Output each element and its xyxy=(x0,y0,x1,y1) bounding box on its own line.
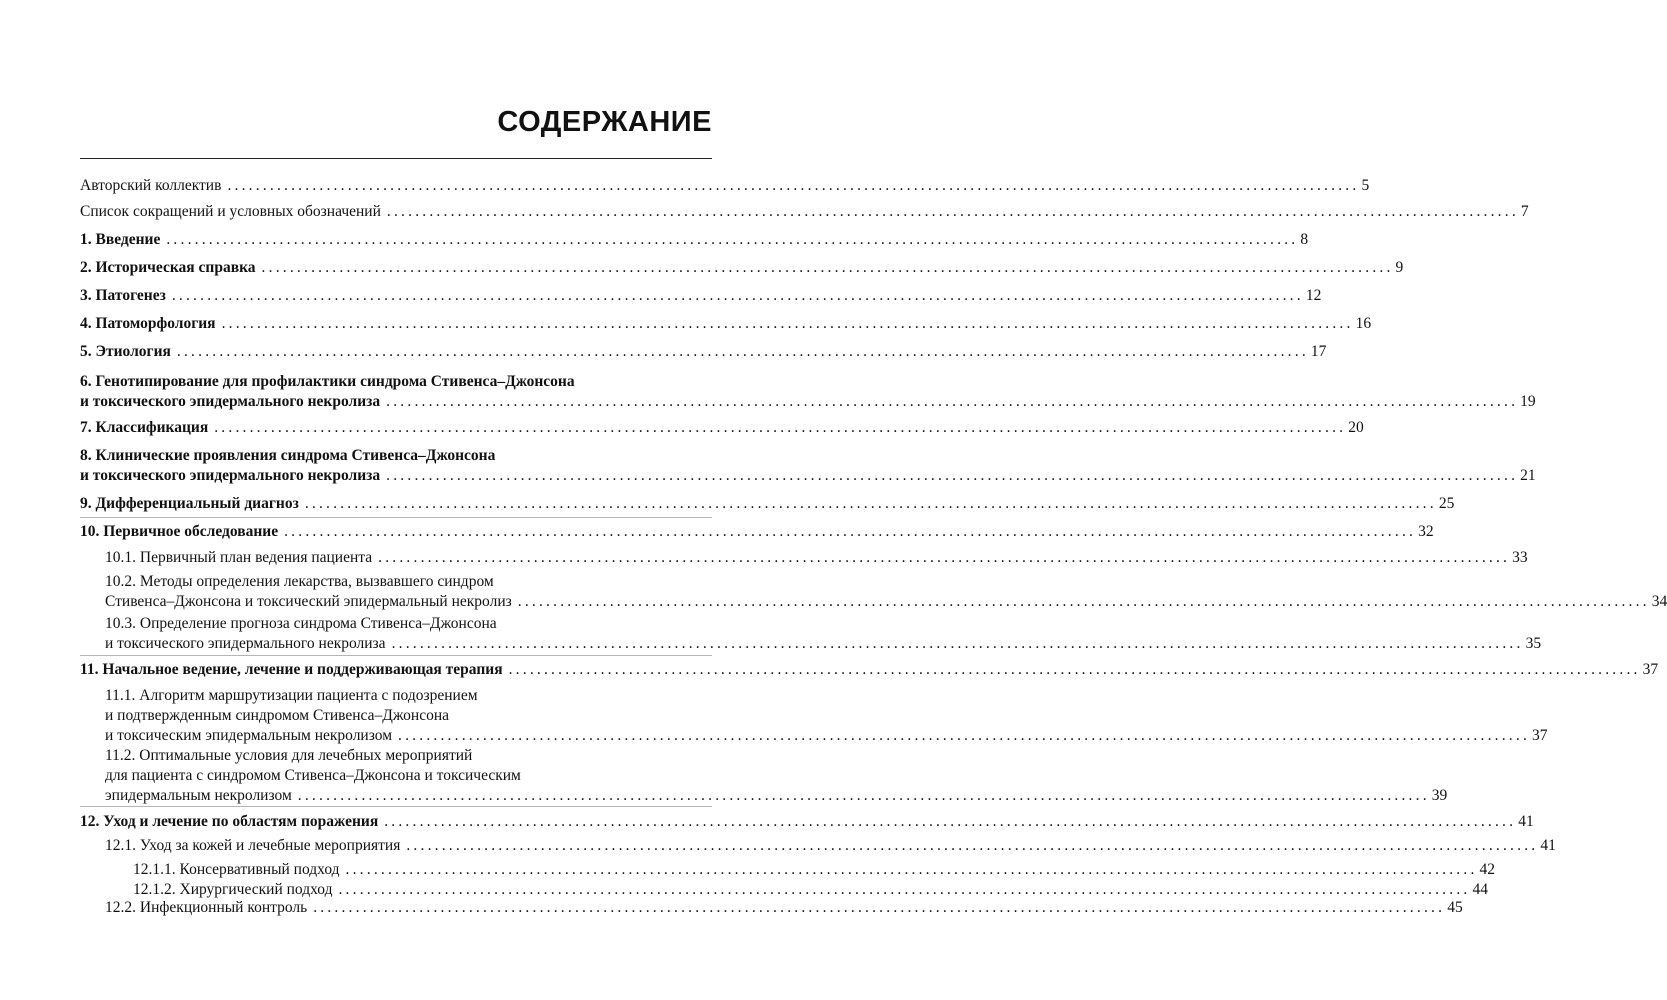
toc-entry-text-line: 10.2. Методы определения лекарства, вызвавшего синдром xyxy=(105,573,494,590)
toc-entry-title: 12.1. Уход за кожей и лечебные мероприятия xyxy=(105,837,401,854)
dot-leader: ................................................................................................................................................................ xyxy=(378,549,1511,566)
toc-entry[interactable] xyxy=(80,836,1556,856)
toc-page-number: 41 xyxy=(1518,813,1534,830)
toc-entry-title: и токсического эпидермального некролиза xyxy=(80,393,381,410)
toc-entry-row xyxy=(133,860,1496,880)
toc-entry[interactable] xyxy=(80,314,1372,334)
toc-entry-row xyxy=(80,660,1659,680)
toc-entry-title: и токсическим эпидермальным некролизом xyxy=(105,727,393,744)
toc-entry-title: 3. Патогенез xyxy=(80,287,166,304)
toc-entry-title: Список сокращений и условных обозначений xyxy=(80,203,381,220)
toc-entry[interactable] xyxy=(80,614,1542,654)
toc-entry-row xyxy=(105,548,1528,568)
toc-entry[interactable] xyxy=(80,548,1528,568)
dot-leader: ................................................................................................................................................................ xyxy=(386,467,1519,484)
toc-entry[interactable] xyxy=(80,446,1536,486)
toc-page-number: 21 xyxy=(1520,467,1536,484)
toc-entry[interactable] xyxy=(80,202,1529,222)
toc-page-number: 20 xyxy=(1348,419,1364,436)
toc-entry-row xyxy=(80,230,1309,250)
dot-leader: ................................................................................................................................................................ xyxy=(214,419,1347,436)
dot-leader: ................................................................................................................................................................ xyxy=(313,899,1446,916)
toc-entry-row xyxy=(80,812,1534,832)
toc-entry-row xyxy=(80,466,1536,486)
toc-page-number: 41 xyxy=(1540,837,1556,854)
toc-page-number: 42 xyxy=(1479,861,1496,878)
toc-entry-title: 1. Введение xyxy=(80,231,161,248)
toc-entry-row xyxy=(105,592,1667,612)
toc-entry-text-line: 11.2. Оптимальные условия для лечебных мероприятий xyxy=(105,747,473,764)
toc-entry-row xyxy=(80,418,1364,438)
toc-page-number: 37 xyxy=(1642,661,1659,678)
dot-leader: ................................................................................................................................................................ xyxy=(261,259,1394,276)
page-title: СОДЕРЖАНИЕ xyxy=(497,106,712,138)
toc-entry[interactable] xyxy=(80,372,1536,412)
toc-entry-title: 12. Уход и лечение по областям поражения xyxy=(80,813,379,830)
toc-entry[interactable] xyxy=(80,812,1534,832)
toc-entry-text-line: 11.1. Алгоритм маршрутизации пациента с подозрением xyxy=(105,687,478,704)
toc-entry-title: 7. Классификация xyxy=(80,419,209,436)
toc-entry-row xyxy=(133,880,1488,900)
dot-leader: ................................................................................................................................................................ xyxy=(384,813,1517,830)
toc-entry-text-line: 6. Генотипирование для профилактики синдрома Стивенса–Джонсона xyxy=(80,373,575,390)
dot-leader: ................................................................................................................................................................ xyxy=(391,635,1524,652)
toc-entry-text-line: 10.3. Определение прогноза синдрома Стивенса–Джонсона xyxy=(105,615,497,632)
toc-entry-title: Стивенса–Джонсона и токсический эпидермальный некролиз xyxy=(105,593,512,610)
toc-entry[interactable] xyxy=(80,660,1659,680)
dot-leader: ................................................................................................................................................................ xyxy=(406,837,1539,854)
toc-entry[interactable] xyxy=(80,746,1448,806)
toc-entry-row xyxy=(105,786,1448,806)
toc-entry-row xyxy=(80,522,1434,542)
dot-leader: ................................................................................................................................................................ xyxy=(508,661,1641,678)
dot-leader: ................................................................................................................................................................ xyxy=(176,343,1309,360)
dot-leader: ................................................................................................................................................................ xyxy=(166,231,1299,248)
toc-page-number: 44 xyxy=(1472,881,1488,898)
toc-entry[interactable] xyxy=(80,494,1455,514)
toc-page-number: 19 xyxy=(1520,393,1536,410)
toc-entry-row xyxy=(80,258,1404,278)
toc-entry[interactable] xyxy=(80,258,1404,278)
toc-page-number: 9 xyxy=(1395,259,1404,276)
dot-leader: ................................................................................................................................................................ xyxy=(304,495,1437,512)
toc-page-number: 45 xyxy=(1447,899,1463,916)
toc-entry[interactable] xyxy=(80,230,1309,250)
dot-leader: ................................................................................................................................................................ xyxy=(227,177,1360,194)
dot-leader: ................................................................................................................................................................ xyxy=(171,287,1304,304)
toc-entry[interactable] xyxy=(80,418,1364,438)
toc-entry-title: 12.1.1. Консервативный подход xyxy=(133,861,340,878)
toc-entry-title: 2. Историческая справка xyxy=(80,259,256,276)
toc-entry-text-line: 8. Клинические проявления синдрома Стивенса–Джонсона xyxy=(80,447,496,464)
toc-entry-row xyxy=(105,726,1548,746)
toc-entry[interactable] xyxy=(80,898,1463,918)
toc-entry-row xyxy=(105,836,1556,856)
dot-leader: ................................................................................................................................................................ xyxy=(386,203,1519,220)
toc-entry-title: и токсического эпидермального некролиза xyxy=(80,467,381,484)
toc-entry[interactable] xyxy=(80,286,1322,306)
toc-entry[interactable] xyxy=(80,880,1488,900)
toc-entry[interactable] xyxy=(80,342,1327,362)
toc-entry[interactable] xyxy=(80,860,1496,880)
toc-page-number: 37 xyxy=(1532,727,1548,744)
toc-entry-row xyxy=(80,392,1536,412)
dot-leader: ................................................................................................................................................................ xyxy=(297,787,1430,804)
toc-entry-text-line: для пациента с синдромом Стивенса–Джонсона и токсическим xyxy=(105,767,521,784)
dot-leader: ................................................................................................................................................................ xyxy=(221,315,1354,332)
toc-entry[interactable] xyxy=(80,686,1548,746)
toc-entry-title: 11. Начальное ведение, лечение и поддерживающая терапия xyxy=(80,661,503,678)
toc-page-number: 34 xyxy=(1651,593,1667,610)
toc-entry-title: Авторский коллектив xyxy=(80,177,222,194)
toc-page-number: 35 xyxy=(1525,635,1542,652)
toc-entry-row xyxy=(80,202,1529,222)
toc-entry-title: 12.1.2. Хирургический подход xyxy=(133,881,333,898)
section-divider xyxy=(80,655,712,656)
toc-entry-row xyxy=(80,314,1372,334)
toc-entry-row xyxy=(80,286,1322,306)
toc-entry-text-line: и подтвержденным синдромом Стивенса–Джонсона xyxy=(105,707,450,724)
dot-leader: ................................................................................................................................................................ xyxy=(338,881,1471,898)
toc-page-number: 17 xyxy=(1310,343,1327,360)
toc-entry-title: 5. Этиология xyxy=(80,343,171,360)
toc-entry[interactable] xyxy=(80,522,1434,542)
toc-entry-row xyxy=(80,494,1455,514)
toc-entry-row xyxy=(80,342,1327,362)
toc-entry-title: 10.1. Первичный план ведения пациента xyxy=(105,549,373,566)
toc-entry[interactable] xyxy=(80,176,1370,196)
toc-entry-title: эпидермальным некролизом xyxy=(105,787,292,804)
toc-entry-title: и токсического эпидермального некролиза xyxy=(105,635,386,652)
toc-page-number: 12 xyxy=(1305,287,1322,304)
toc-entry-row xyxy=(105,634,1542,654)
section-divider xyxy=(80,517,712,518)
toc-page-number: 33 xyxy=(1512,549,1528,566)
toc-page-number: 5 xyxy=(1361,177,1370,194)
toc-page-number: 39 xyxy=(1431,787,1448,804)
dot-leader: ................................................................................................................................................................ xyxy=(386,393,1519,410)
toc-entry-row xyxy=(105,898,1463,918)
dot-leader: ................................................................................................................................................................ xyxy=(517,593,1650,610)
dot-leader: ................................................................................................................................................................ xyxy=(284,523,1417,540)
toc-page-number: 32 xyxy=(1418,523,1434,540)
toc-page-number: 8 xyxy=(1300,231,1309,248)
title-underline xyxy=(80,158,712,159)
toc-page-number: 7 xyxy=(1520,203,1529,220)
section-divider xyxy=(80,806,712,807)
toc-entry-row xyxy=(80,176,1370,196)
toc-entry-title: 12.2. Инфекционный контроль xyxy=(105,899,308,916)
toc-entry[interactable] xyxy=(80,572,1667,612)
toc-entry-title: 4. Патоморфология xyxy=(80,315,216,332)
toc-entry-title: 10. Первичное обследование xyxy=(80,523,279,540)
toc-entry-title: 9. Дифференциальный диагноз xyxy=(80,495,299,512)
toc-page-number: 25 xyxy=(1438,495,1455,512)
dot-leader: ................................................................................................................................................................ xyxy=(398,727,1531,744)
dot-leader: ................................................................................................................................................................ xyxy=(345,861,1478,878)
toc-page-number: 16 xyxy=(1355,315,1372,332)
